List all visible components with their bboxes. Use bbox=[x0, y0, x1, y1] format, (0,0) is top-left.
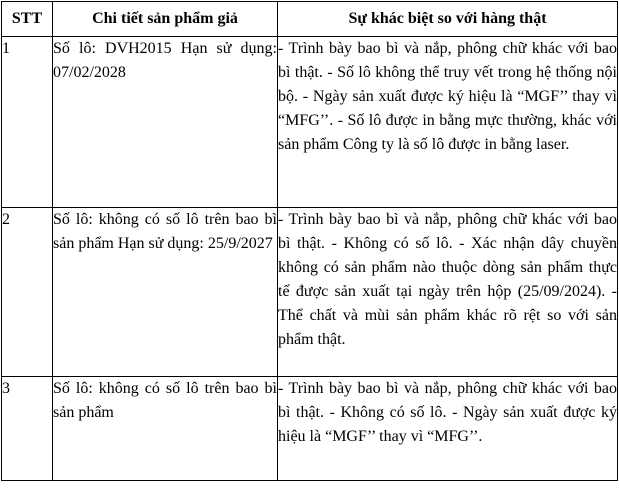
header-difference: Sự khác biệt so với hàng thật bbox=[278, 2, 618, 37]
table-row bbox=[2, 208, 618, 377]
header-stt: STT bbox=[2, 2, 53, 37]
row-number: 2 bbox=[2, 208, 53, 377]
difference-description: - Trình bày bao bì và nắp, phông chữ khác với bao bì thật. - Số lô không thể truy vết trong hệ thống nội bộ. - Ngày sản xuất được ký hiệu là “MGF’’ thay vì “MFG’’. - Số lô được in bằng mực thường, khác với sản phẩm Công ty là số lô được in bằng laser. bbox=[278, 37, 618, 208]
product-detail: Số lô: không có số lô trên bao bì sản phẩm bbox=[53, 377, 278, 481]
difference-description: - Trình bày bao bì và nắp, phông chữ khác với bao bì thật. - Không có số lô. - Xác nhận dây chuyền không có sản phẩm nào thuộc dòng sản phẩm thực tế được sản xuất tại ngày trên hộp (25/09/2024). - Thể chất và mùi sản phẩm khác rõ rệt so với sản phẩm thật. bbox=[278, 208, 618, 377]
row-number: 1 bbox=[2, 37, 53, 208]
row-number: 3 bbox=[2, 377, 53, 481]
difference-description: - Trình bày bao bì và nắp, phông chữ khác với bao bì thật. - Không có số lô. - Ngày sản xuất được ký hiệu là “MGF’’ thay vì “MFG’’. bbox=[278, 377, 618, 481]
counterfeit-comparison-table bbox=[1, 1, 618, 481]
product-detail: Số lô: DVH2015 Hạn sử dụng: 07/02/2028 bbox=[53, 37, 278, 208]
table-row bbox=[2, 377, 618, 481]
table-header-row bbox=[2, 2, 618, 37]
header-detail: Chi tiết sản phẩm giả bbox=[53, 2, 278, 37]
table-row bbox=[2, 37, 618, 208]
product-detail: Số lô: không có số lô trên bao bì sản phẩm Hạn sử dụng: 25/9/2027 bbox=[53, 208, 278, 377]
